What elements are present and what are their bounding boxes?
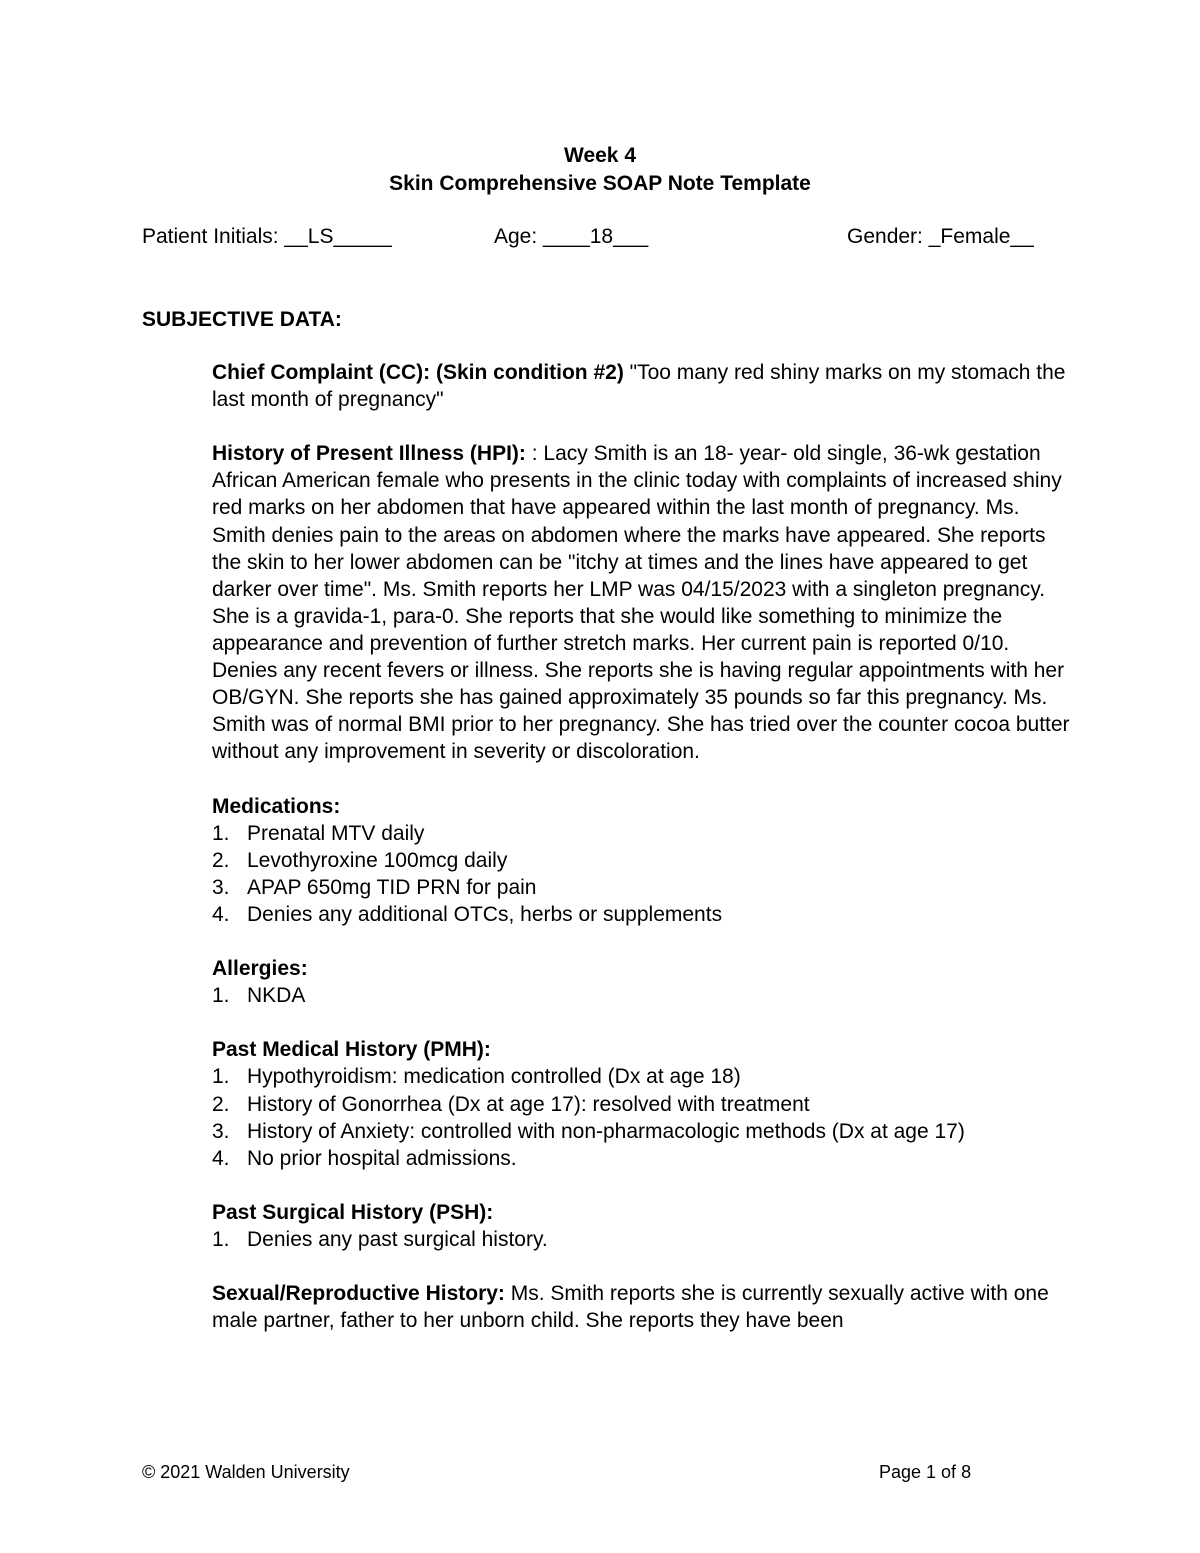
- list-item: [212, 1091, 1072, 1118]
- spacer: [212, 765, 1072, 792]
- list-number: 3.: [212, 875, 230, 899]
- footer-copyright: © 2021 Walden University: [142, 1462, 350, 1482]
- list-item: [212, 874, 1072, 901]
- chief-complaint: [212, 359, 1072, 413]
- pmh-list: [212, 1063, 1072, 1171]
- spacer: [212, 413, 1072, 440]
- page-footer: [0, 1459, 1200, 1485]
- chief-complaint-label: Chief Complaint (CC): (Skin condition #2): [212, 361, 624, 384]
- sexual-history-label: Sexual/Reproductive History:: [212, 1282, 505, 1306]
- spacer: [212, 1009, 1072, 1036]
- hpi-text: : Lacy Smith is an 18- year- old single, 36-wk gestation African American female who presents in the clinic today with complaints of increased shiny red marks on her abdomen that have appeared within the last month of pregnancy. Ms. Smith denies pain to the areas on abdomen where the marks have appeared. She reports the skin to her lower abdomen can be "itchy at times and the lines have appeared to get darker over time". Ms. Smith reports her LMP was 04/15/2023 with a singleton pregnancy. She is a gravida-1, para-0. She reports that she would like something to minimize the appearance and prevention of further stretch marks. Her current pain is reported 0/10. Denies any recent fevers or illness. She reports she is having regular appointments with her OB/GYN. She reports she has gained approximately 35 pounds so far this pregnancy. Ms. Smith was of normal BMI prior to her pregnancy. She has tried over the counter cocoa butter without any improvement in severity or discoloration.: [212, 442, 1070, 764]
- list-item: [212, 847, 1072, 874]
- patient-age-field: Age: ____18___: [494, 225, 649, 248]
- list-number: 4.: [212, 902, 230, 926]
- medications-list: [212, 820, 1072, 928]
- subjective-data-heading: SUBJECTIVE DATA:: [142, 308, 342, 331]
- hpi: [212, 440, 1072, 765]
- medications-label: Medications:: [212, 794, 341, 818]
- allergies-list: [212, 982, 1072, 1009]
- list-item-text: Denies any additional OTCs, herbs or supplements: [247, 902, 723, 926]
- pmh-label: Past Medical History (PMH):: [212, 1038, 491, 1062]
- list-item: [212, 1118, 1072, 1145]
- sexual-history-text: Ms. Smith reports she is currently sexually active with one male partner, father to her unborn child. She reports they have been: [212, 1282, 1049, 1333]
- chief-complaint-text: "Too many red shiny marks on my stomach the last month of pregnancy": [212, 361, 1066, 412]
- list-item-text: History of Anxiety: controlled with non-pharmacologic methods (Dx at age 17): [247, 1119, 965, 1143]
- list-item: [212, 982, 1072, 1009]
- sexual-history: [212, 1280, 1072, 1334]
- allergies-label: Allergies:: [212, 957, 308, 981]
- list-item-text: Denies any past surgical history.: [247, 1228, 548, 1251]
- list-item-text: NKDA: [247, 984, 306, 1008]
- list-number: 1.: [212, 1228, 230, 1251]
- list-number: 1.: [212, 1065, 230, 1089]
- list-item-text: Prenatal MTV daily: [247, 821, 425, 845]
- spacer: [212, 1253, 1072, 1280]
- list-number: 2.: [212, 848, 230, 872]
- list-item: [212, 1226, 1072, 1253]
- title-template-name: Skin Comprehensive SOAP Note Template: [389, 172, 811, 195]
- list-number: 2.: [212, 1092, 230, 1116]
- list-item-text: Hypothyroidism: medication controlled (Dx at age 18): [247, 1065, 741, 1089]
- list-item: [212, 820, 1072, 847]
- list-number: 3.: [212, 1119, 230, 1143]
- list-item: [212, 1063, 1072, 1090]
- list-item: [212, 1145, 1072, 1172]
- list-item-text: APAP 650mg TID PRN for pain: [247, 875, 537, 899]
- psh-label: Past Surgical History (PSH):: [212, 1200, 494, 1224]
- patient-info-row: [0, 223, 1200, 251]
- list-item-text: No prior hospital admissions.: [247, 1146, 517, 1170]
- list-item-text: Levothyroxine 100mcg daily: [247, 848, 508, 872]
- document-title: [0, 142, 1200, 198]
- spacer: [212, 928, 1072, 955]
- list-number: 4.: [212, 1146, 230, 1170]
- list-number: 1.: [212, 821, 230, 845]
- subjective-body: [212, 359, 1072, 1334]
- patient-gender-field: Gender: _Female__: [847, 225, 1034, 248]
- footer-page-number: Page 1 of 8: [879, 1462, 972, 1482]
- list-item: [212, 901, 1072, 928]
- list-item-text: History of Gonorrhea (Dx at age 17): resolved with treatment: [247, 1092, 810, 1116]
- patient-initials-field: Patient Initials: __LS_____: [142, 225, 392, 248]
- spacer: [212, 1172, 1072, 1199]
- psh-list: [212, 1226, 1072, 1253]
- hpi-label: History of Present Illness (HPI):: [212, 442, 526, 466]
- title-week: Week 4: [564, 144, 636, 167]
- list-number: 1.: [212, 984, 230, 1008]
